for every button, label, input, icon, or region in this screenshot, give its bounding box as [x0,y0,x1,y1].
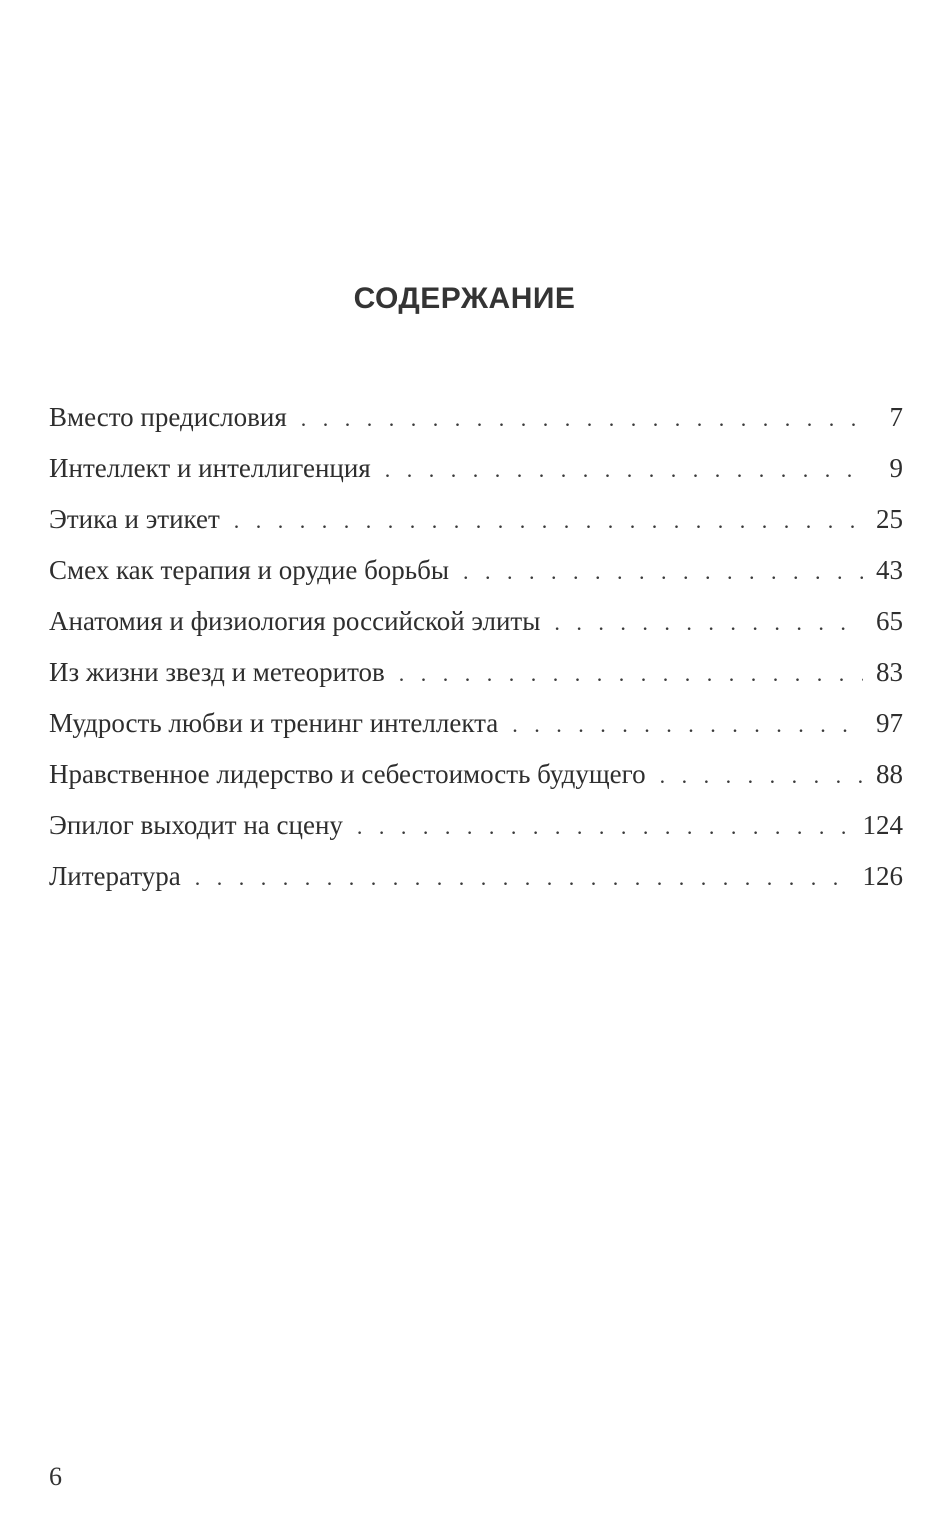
dot-leader [385,457,863,483]
toc-entry-page: 9 [889,453,903,483]
dot-leader [195,865,851,891]
toc-entry-3[interactable] [49,504,903,555]
toc-entry-4[interactable] [49,555,903,606]
dot-leader [463,559,863,585]
toc-entry-2[interactable] [49,453,903,504]
page-number: 6 [49,1462,62,1491]
dot-leader [234,508,863,534]
toc-entry-8[interactable] [49,759,903,810]
dot-leader [399,661,863,687]
toc-entry-5[interactable] [49,606,903,657]
table-of-contents [49,402,903,912]
toc-entry-title: Анатомия и физиология российской элиты [49,606,541,636]
toc-entry-page: 88 [876,759,903,789]
toc-entry-title: Из жизни звезд и метеоритов [49,657,385,687]
toc-entry-page: 25 [876,504,903,534]
toc-entry-page: 7 [889,402,903,432]
toc-entry-page: 97 [876,708,903,738]
toc-entry-1[interactable] [49,402,903,453]
toc-entry-6[interactable] [49,657,903,708]
toc-entry-title: Интеллект и интеллигенция [49,453,371,483]
toc-entry-7[interactable] [49,708,903,759]
toc-entry-page: 43 [876,555,903,585]
toc-entry-title: Эпилог выходит на сцену [49,810,343,840]
toc-entry-page: 65 [876,606,903,636]
toc-entry-page: 126 [862,861,903,891]
dot-leader [512,712,863,738]
toc-entry-title: Мудрость любви и тренинг интеллекта [49,708,499,738]
toc-entry-title: Этика и этикет [49,504,220,534]
dot-leader [554,610,863,636]
toc-entry-page: 124 [862,810,903,840]
dot-leader [301,406,863,432]
toc-entry-10[interactable] [49,861,903,912]
toc-entry-title: Нравственное лидерство и себестоимость будущего [49,759,646,789]
dot-leader [660,763,863,789]
toc-entry-title: Литература [49,861,181,891]
page-title: СОДЕРЖАНИЕ [353,282,576,315]
toc-entry-page: 83 [876,657,903,687]
toc-entry-title: Смех как терапия и орудие борьбы [49,555,450,585]
toc-entry-9[interactable] [49,810,903,861]
toc-entry-title: Вместо предисловия [49,402,287,432]
dot-leader [357,814,851,840]
